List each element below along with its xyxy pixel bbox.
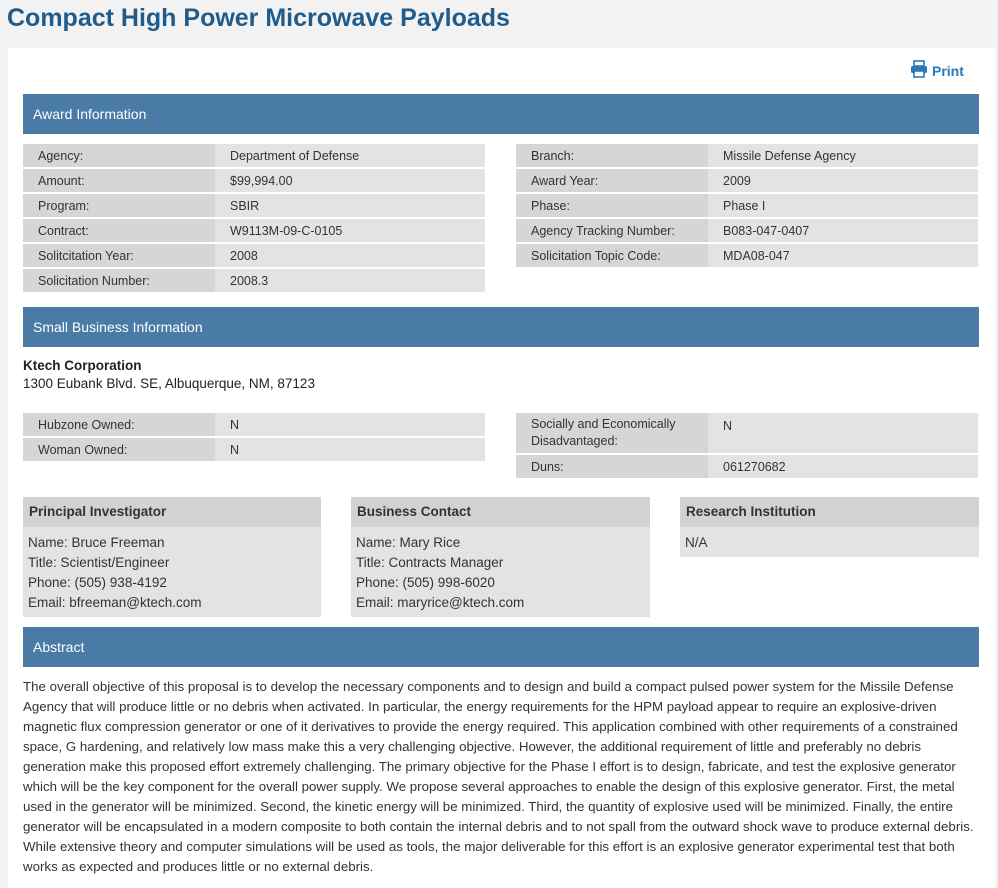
bc-title: Title: Contracts Manager — [356, 555, 504, 570]
bc-phone: Phone: (505) 998-6020 — [356, 575, 495, 590]
print-label: Print — [932, 62, 964, 79]
table-row: Duns: 061270682 — [516, 455, 978, 478]
award-right-table — [516, 142, 978, 269]
company-info — [23, 358, 315, 391]
abstract-text: The overall objective of this proposal is to develop the necessary components and to design and build a compact pulsed power system for the Missile Defense Agency that will produce little or no debris when activated. In particular, the energy requirements for the HPM payload appear to require an explosive-driven magnetic flux compression generator or one of it derivatives to provide the energy required. This application combined with other requirements of a constrained space, G hardening, and relatively low mass make this a very challenging objective. However, the additional requirement of little and preferably no debris generation make this proposed effort extremely challenging. The primary objective for the Phase I effort is to design, fabricate, and test the explosive generator which will be the key component for the overall power supply. We propose several approaches to enable the design of this explosive generator. First, the metal used in the generator will be minimized. Second, the kinetic energy will be minimized. Third, the quantity of explosive used will be minimized. Finally, the entire generator will be encapsulated in a modern composite to both contain the internal debris and to not spall from the outward shock wave to produce external debris. While extensive theory and computer simulations will be used as tools, the major deliverable for this effort is an explosive generator experimental test that both works as expected and produces little or no external debris. — [23, 679, 974, 874]
award-information-header: Award Information — [23, 94, 979, 134]
bc-name: Name: Mary Rice — [356, 535, 461, 550]
pi-title: Title: Scientist/Engineer — [28, 555, 170, 570]
table-row: Socially and Economically Disadvantaged: N — [516, 413, 978, 453]
table-row: Contract: W9113M-09-C-0105 — [23, 219, 485, 242]
business-right-table — [516, 411, 978, 480]
company-address: 1300 Eubank Blvd. SE, Albuquerque, NM, 87123 — [23, 376, 315, 391]
table-row: Solicitation Number: 2008.3 — [23, 269, 485, 292]
table-row: Woman Owned: N — [23, 438, 485, 461]
table-row: Branch: Missile Defense Agency — [516, 144, 978, 167]
table-row: Amount: $99,994.00 — [23, 169, 485, 192]
table-row: Program: SBIR — [23, 194, 485, 217]
business-contact-card — [351, 497, 650, 617]
abstract-header: Abstract — [23, 627, 979, 667]
principal-investigator-card — [23, 497, 321, 617]
pi-email: Email: bfreeman@ktech.com — [28, 595, 202, 610]
card-header: Principal Investigator — [23, 497, 321, 527]
table-row: Phase: Phase I — [516, 194, 978, 217]
card-header: Business Contact — [351, 497, 650, 527]
table-row: Solicitation Topic Code: MDA08-047 — [516, 244, 978, 267]
small-business-header: Small Business Information — [23, 307, 979, 347]
ri-value: N/A — [685, 535, 708, 550]
page-title: Compact High Power Microwave Payloads — [7, 4, 510, 32]
table-row: Agency: Department of Defense — [23, 144, 485, 167]
company-name: Ktech Corporation — [23, 358, 142, 373]
bc-email: Email: maryrice@ktech.com — [356, 595, 525, 610]
award-left-table — [23, 142, 485, 294]
table-row: Solitcitation Year: 2008 — [23, 244, 485, 267]
printer-icon — [910, 60, 928, 81]
research-institution-card — [680, 497, 979, 557]
table-row: Agency Tracking Number: B083-047-0407 — [516, 219, 978, 242]
table-row: Award Year: 2009 — [516, 169, 978, 192]
pi-name: Name: Bruce Freeman — [28, 535, 165, 550]
print-button[interactable] — [910, 60, 964, 81]
business-left-table — [23, 411, 485, 463]
table-row: Hubzone Owned: N — [23, 413, 485, 436]
pi-phone: Phone: (505) 938-4192 — [28, 575, 167, 590]
card-header: Research Institution — [680, 497, 979, 527]
